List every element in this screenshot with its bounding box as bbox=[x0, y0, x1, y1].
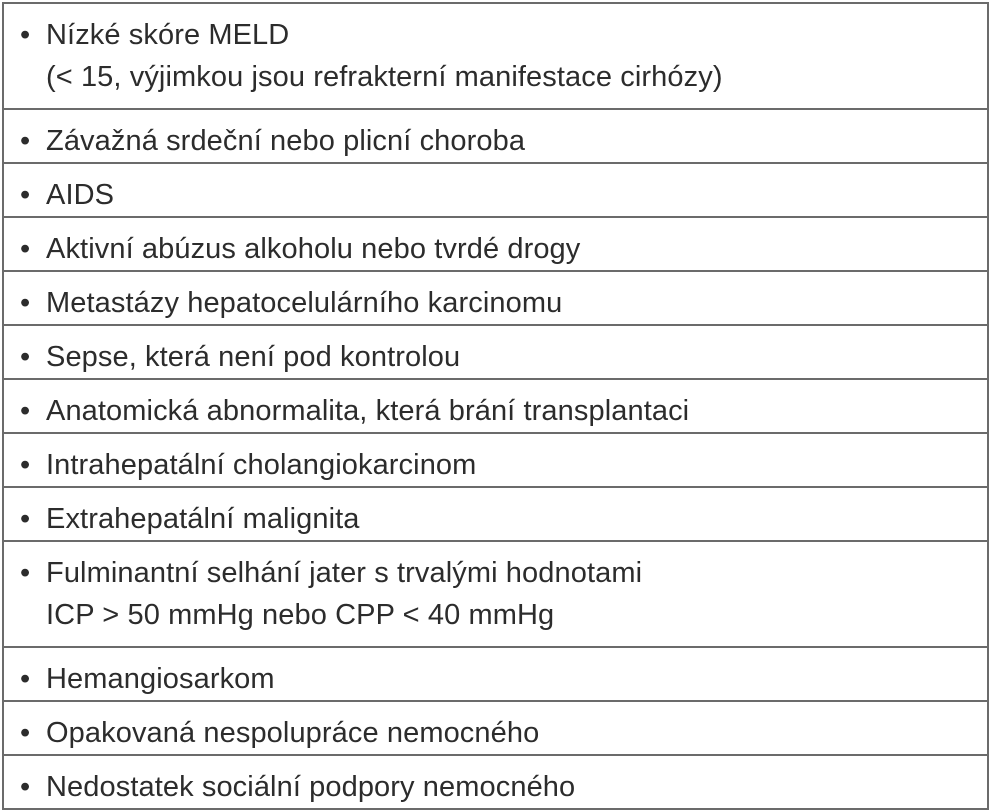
bullet: • bbox=[20, 503, 31, 535]
bullet: • bbox=[20, 663, 31, 695]
bullet: • bbox=[20, 449, 31, 481]
bullet: • bbox=[20, 287, 31, 319]
table-row bbox=[4, 380, 987, 434]
row-text: Nedostatek sociální podpory nemocného bbox=[46, 771, 576, 803]
table-row bbox=[4, 648, 987, 702]
table-row bbox=[4, 272, 987, 326]
bullet: • bbox=[20, 771, 31, 803]
row-text: AIDS bbox=[46, 179, 115, 211]
bullet: • bbox=[20, 717, 31, 749]
table-row bbox=[4, 218, 987, 272]
contraindications-table bbox=[2, 2, 989, 810]
row-text: Závažná srdeční nebo plicní choroba bbox=[46, 125, 526, 157]
row-text: Extrahepatální malignita bbox=[46, 503, 360, 535]
row-text: Anatomická abnormalita, která brání transplantaci bbox=[46, 395, 690, 427]
row-text: Nízké skóre MELD (< 15, výjimkou jsou refrakterní manifestace cirhózy) bbox=[46, 19, 723, 93]
row-text: Hemangiosarkom bbox=[46, 663, 275, 695]
table-row bbox=[4, 4, 987, 110]
row-text: Aktivní abúzus alkoholu nebo tvrdé drogy bbox=[46, 233, 581, 265]
table-row bbox=[4, 756, 987, 810]
bullet: • bbox=[20, 395, 31, 427]
table-row bbox=[4, 110, 987, 164]
table-row bbox=[4, 434, 987, 488]
table-row bbox=[4, 488, 987, 542]
table-row bbox=[4, 702, 987, 756]
row-text: Opakovaná nespolupráce nemocného bbox=[46, 717, 540, 749]
bullet: • bbox=[20, 233, 31, 265]
table-row bbox=[4, 326, 987, 380]
row-text: Metastázy hepatocelulárního karcinomu bbox=[46, 287, 563, 319]
bullet: • bbox=[20, 341, 31, 373]
table-row bbox=[4, 164, 987, 218]
row-text: Intrahepatální cholangiokarcinom bbox=[46, 449, 477, 481]
row-text: Sepse, která není pod kontrolou bbox=[46, 341, 461, 373]
row-text: Fulminantní selhání jater s trvalými hodnotami ICP > 50 mmHg nebo CPP < 40 mmHg bbox=[46, 557, 643, 631]
bullet: • bbox=[20, 125, 31, 157]
bullet: • bbox=[20, 179, 31, 211]
table-row bbox=[4, 542, 987, 648]
bullet: • bbox=[20, 19, 31, 51]
bullet: • bbox=[20, 557, 31, 589]
